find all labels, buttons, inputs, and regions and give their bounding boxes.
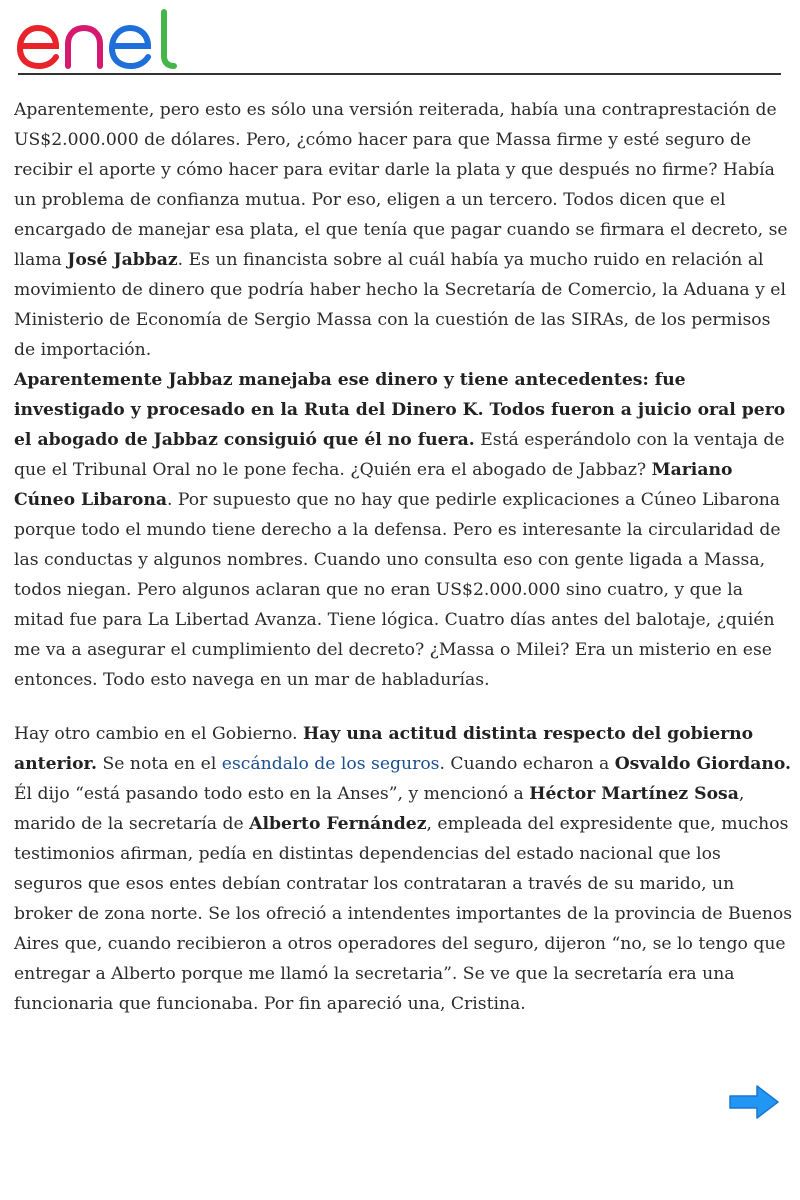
arrow-right-icon[interactable] [727, 1083, 781, 1121]
paragraph-2: Hay otro cambio en el Gobierno. Hay una actitud distinta respecto del gobierno anterior. Se nota en el escándalo de los seguros. Cuando echaron a Osvaldo Giordano. Él dijo “está pasando todo esto en la Anses”, y mencionó a Héctor Martínez Sosa, marido de la secretaría de Alberto Fernández, empleada del expresidente que, muchos testimonios afirman, pedía en distintas dependencias del estado nacional que los seguros que esos entes debían contratar los contrataran a través de su marido, un broker de zona norte. Se los ofreció a intendentes importantes de la provincia de Buenos Aires que, cuando recibieron a otros operadores del seguro, dijeron “no, se lo tengo que entregar a Alberto porque me llamó la secretaria”. Se ve que la secretaría era una funcionaria que funcionaba. Por fin apareció una, Cristina. [14, 724, 793, 1014]
bold-name: Alberto Fernández [249, 814, 427, 834]
seguros-scandal-link[interactable]: escándalo de los seguros [221, 754, 440, 774]
enel-logo[interactable] [16, 8, 181, 70]
bold-statement: Hay una actitud distinta respecto del gobierno anterior. [14, 724, 754, 774]
bold-name: Mariano Cúneo Libarona [14, 460, 733, 510]
article-body [14, 95, 794, 1043]
bold-name: José Jabbaz [67, 250, 178, 270]
paragraph-1: Aparentemente, pero esto es sólo una versión reiterada, había una contraprestación de US$2.000.000 de dólares. Pero, ¿cómo hacer para que Massa firme y esté seguro de recibir el aporte y cómo hacer para evitar darle la plata y que después no firme? Había un problema de confianza mutua. Por eso, eligen a un tercero. Todos dicen que el encargado de manejar esa plata, el que tenía que pagar cuando se firmara el decreto, se llama José Jabbaz. Es un financista sobre al cuál había ya mucho ruido en relación al movimiento de dinero que podría haber hecho la Secretaría de Comercio, la Aduana y el Ministerio de Economía de Sergio Massa con la cuestión de las SIRAs, de los permisos de importación. Aparentemente Jabbaz manejaba ese dinero y tiene antecedentes: fue investigado y procesado en la Ruta del Dinero K. Todos fueron a juicio oral pero el abogado de Jabbaz consiguió que él no fuera. Está esperándolo con la ventaja de que el Tribunal Oral no le pone fecha. ¿Quién era el abogado de Jabbaz? Mariano Cúneo Libarona. Por supuesto que no hay que pedirle explicaciones a Cúneo Libarona porque todo el mundo tiene derecho a la defensa. Pero es interesante la circularidad de las conductas y algunos nombres. Cuando uno consulta eso con gente ligada a Massa, todos niegan. Pero algunos aclaran que no eran US$2.000.000 sino cuatro, y que la mitad fue para La Libertad Avanza. Tiene lógica. Cuatro días antes del balotaje, ¿quién me va a asegurar el cumplimiento del decreto? ¿Massa o Milei? Era un misterio en ese entonces. Todo esto navega en un mar de habladurías. [14, 100, 788, 690]
bold-name: Héctor Martínez Sosa [529, 784, 739, 804]
header-divider [18, 73, 781, 75]
page-header [0, 0, 800, 80]
bold-name: Osvaldo Giordano. [614, 754, 791, 774]
bold-statement: Aparentemente Jabbaz manejaba ese dinero y tiene antecedentes: fue investigado y procesado en la Ruta del Dinero K. Todos fueron a juicio oral pero el abogado de Jabbaz consiguió que él no fuera. [14, 370, 786, 450]
